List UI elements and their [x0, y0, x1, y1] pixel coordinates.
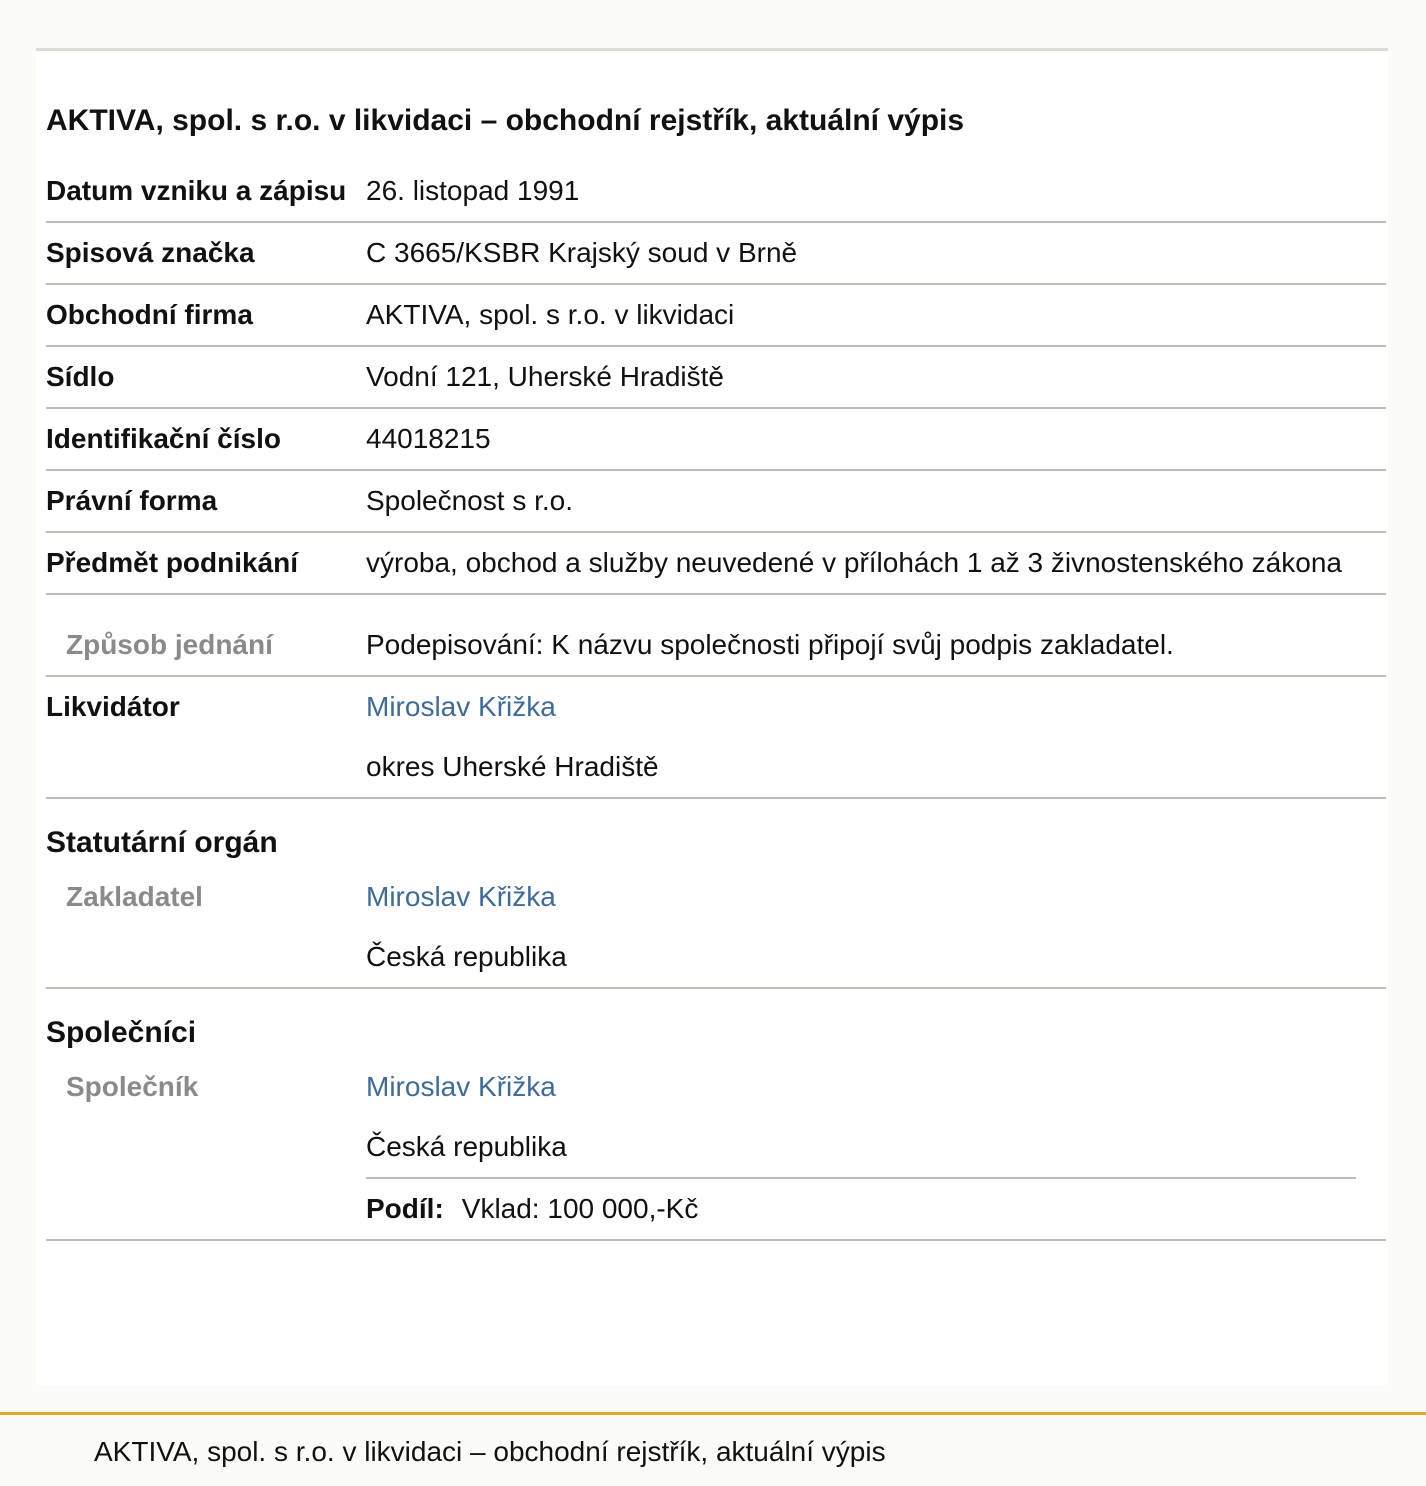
likvidator-location: okres Uherské Hradiště [366, 751, 659, 782]
row-label: Společník [66, 1071, 199, 1102]
row-obchodni-firma [46, 285, 1386, 347]
section-spolecnici [46, 989, 1386, 1241]
share-value: Vklad: 100 000,-Kč [461, 1193, 699, 1224]
row-sidlo [46, 347, 1386, 409]
page-title: AKTIVA, spol. s r.o. v likvidaci – obchodní rejstřík, aktuální výpis [46, 104, 965, 137]
row-label: Způsob jednání [66, 629, 273, 660]
likvidator-name-link[interactable]: Miroslav Křižka [366, 691, 556, 722]
register-card [36, 48, 1388, 1385]
row-label: Likvidátor [46, 691, 180, 722]
register-table [46, 161, 1386, 1241]
row-value: výroba, obchod a služby neuvedené v přílohách 1 až 3 živnostenského zákona [366, 547, 1342, 578]
section-statutarni-organ [46, 799, 1386, 989]
row-value: AKTIVA, spol. s r.o. v likvidaci [366, 299, 735, 330]
row-label: Identifikační číslo [46, 423, 281, 454]
row-label: Spisová značka [46, 237, 255, 268]
section-heading: Společníci [46, 1016, 197, 1049]
spolecnik-country: Česká republika [366, 1131, 567, 1162]
row-value [366, 867, 1386, 987]
row-label: Sídlo [46, 361, 115, 392]
row-zakladatel [46, 867, 1386, 987]
row-value: Vodní 121, Uherské Hradiště [366, 361, 724, 392]
zakladatel-name-link[interactable]: Miroslav Křižka [366, 881, 556, 912]
row-predmet-podnikani [46, 533, 1386, 595]
footer-text: AKTIVA, spol. s r.o. v likvidaci – obchodní rejstřík, aktuální výpis [94, 1436, 886, 1467]
row-label: Právní forma [46, 485, 218, 516]
row-likvidator [46, 677, 1386, 799]
row-label: Předmět podnikání [46, 547, 299, 578]
row-value: Podepisování: K názvu společnosti připojí svůj podpis zakladatel. [366, 629, 1174, 660]
row-zpusob-jednani [46, 595, 1386, 677]
row-value: 44018215 [366, 423, 491, 454]
row-value: C 3665/KSBR Krajský soud v Brně [366, 237, 798, 268]
row-label: Obchodní firma [46, 299, 253, 330]
row-ico [46, 409, 1386, 471]
row-value: Společnost s r.o. [366, 485, 574, 516]
section-heading: Statutární orgán [46, 826, 278, 859]
row-datum-vzniku [46, 161, 1386, 223]
row-value [366, 1057, 1386, 1239]
row-label: Zakladatel [66, 881, 203, 912]
zakladatel-country: Česká republika [366, 941, 567, 972]
row-pravni-forma [46, 471, 1386, 533]
row-spolecnik [46, 1057, 1386, 1239]
row-label: Datum vzniku a zápisu [46, 175, 347, 206]
row-value: 26. listopad 1991 [366, 175, 580, 206]
share-row [366, 1177, 1356, 1239]
row-value [366, 677, 1386, 797]
spolecnik-name-link[interactable]: Miroslav Křižka [366, 1071, 556, 1102]
row-spisova-znacka [46, 223, 1386, 285]
footer-divider [0, 1412, 1426, 1415]
share-label: Podíl: [366, 1193, 444, 1224]
